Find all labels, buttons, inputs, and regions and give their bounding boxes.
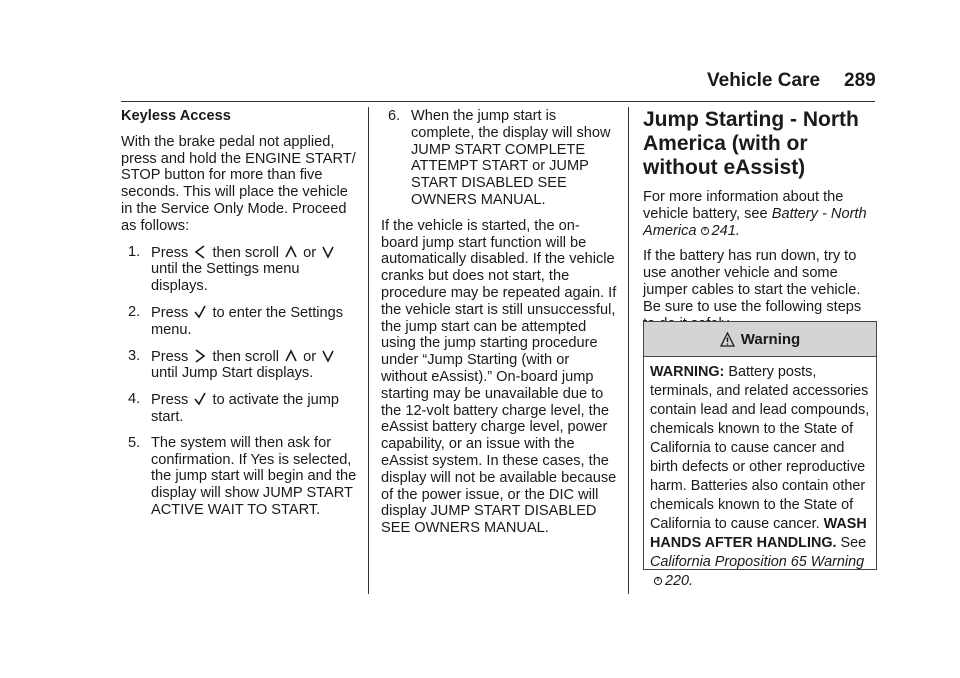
keyless-access-heading: Keyless Access bbox=[121, 108, 231, 124]
jump-start-paragraph: If the vehicle is started, the on-board jump start function will be automatically disabled. If the vehicle cranks but does not start, the procedure may be repeated again. If the vehicle start is still unsuccessful, the jump start can be attempted using the jump starting procedure under “Jump Starting (with or without eAssist).” On-board jump starting may be unavailable due to the 12-volt battery charge level, the eAssist battery charge level, power capability, or an issue with the eAssist system. In these cases, the display will not be available because of the power issue, or the DIC will display JUMP START DISABLED SEE OWNERS MANUAL. bbox=[381, 217, 617, 537]
page-reference-icon bbox=[700, 226, 710, 236]
section-title: Vehicle Care bbox=[707, 70, 821, 91]
jump-starting-heading: Jump Starting - North America (with or without eAssist) bbox=[643, 108, 859, 179]
prop65-link[interactable]: California Proposition 65 Warning bbox=[650, 554, 865, 570]
left-chevron-icon bbox=[193, 244, 207, 260]
battery-link[interactable]: Battery - North America bbox=[643, 205, 867, 239]
list-item: 5. The system will then ask for confirmation. If Yes is selected, the jump start will begin and the display will show JUMP START ACTIVE WAIT TO START. bbox=[128, 434, 357, 518]
column-divider-1 bbox=[368, 107, 369, 594]
column-divider-2 bbox=[628, 107, 629, 594]
warning-box bbox=[643, 321, 877, 589]
keyless-steps-list bbox=[121, 244, 357, 519]
list-item: 2. Press to enter the Settings menu. bbox=[128, 303, 344, 338]
page-header bbox=[0, 0, 960, 100]
list-item: 4. Press to activate the jump start. bbox=[128, 391, 339, 425]
page-number: 289 bbox=[844, 70, 876, 91]
keyless-steps-continued bbox=[381, 108, 617, 209]
battery-page-ref[interactable]: 241. bbox=[711, 222, 740, 239]
wash-hands-notice: WASH HANDS AFTER HANDLING. bbox=[650, 516, 867, 551]
prop65-page-ref[interactable]: 220. bbox=[665, 573, 694, 589]
page-reference-icon bbox=[653, 576, 663, 586]
warning-body: WARNING: Battery posts, terminals, and related accessories contain lead and lead compounds, chemicals known to the State of California to cause cancer and birth defects or other reproductive harm. Batteries also contain other chemicals known to the State of California to cause cancer. WASH HANDS AFTER HANDLING. See California Proposition 65 Warning 220. bbox=[650, 364, 870, 589]
warning-header bbox=[644, 322, 876, 357]
list-item: 3. Press then scroll or until Jump Start displays. bbox=[121, 348, 357, 383]
right-chevron-icon bbox=[193, 348, 207, 364]
list-item: 1. Press then scroll or until the Settings menu displays. bbox=[121, 244, 357, 295]
middle-column bbox=[381, 108, 617, 546]
warning-title: Warning bbox=[740, 330, 801, 348]
warning-lead: WARNING: bbox=[650, 364, 725, 380]
left-column bbox=[121, 108, 357, 528]
list-item: 6. When the jump start is complete, the display will show JUMP START COMPLETE ATTEMPT START or JUMP START DISABLED SEE OWNERS MANUAL. bbox=[388, 108, 611, 208]
right-column bbox=[643, 108, 877, 341]
check-icon bbox=[193, 304, 207, 320]
down-chevron-icon bbox=[321, 348, 335, 364]
keyless-access-intro: With the brake pedal not applied, press and hold the ENGINE START/ STOP button for more than five seconds. This will place the vehicle in the Service Only Mode. Proceed as follows: bbox=[121, 133, 356, 234]
up-chevron-icon bbox=[284, 348, 298, 364]
run-down-paragraph: If the battery has run down, try to use another vehicle and some jumper cables to start the vehicle. Be sure to use the following steps bbox=[643, 248, 862, 315]
up-chevron-icon bbox=[284, 244, 298, 260]
down-chevron-icon bbox=[321, 244, 335, 260]
check-icon bbox=[193, 391, 207, 407]
header-divider bbox=[121, 101, 875, 102]
battery-info-paragraph: For more information about the vehicle battery, see Battery - North America 241. bbox=[643, 189, 867, 239]
warning-triangle-icon bbox=[720, 332, 735, 347]
